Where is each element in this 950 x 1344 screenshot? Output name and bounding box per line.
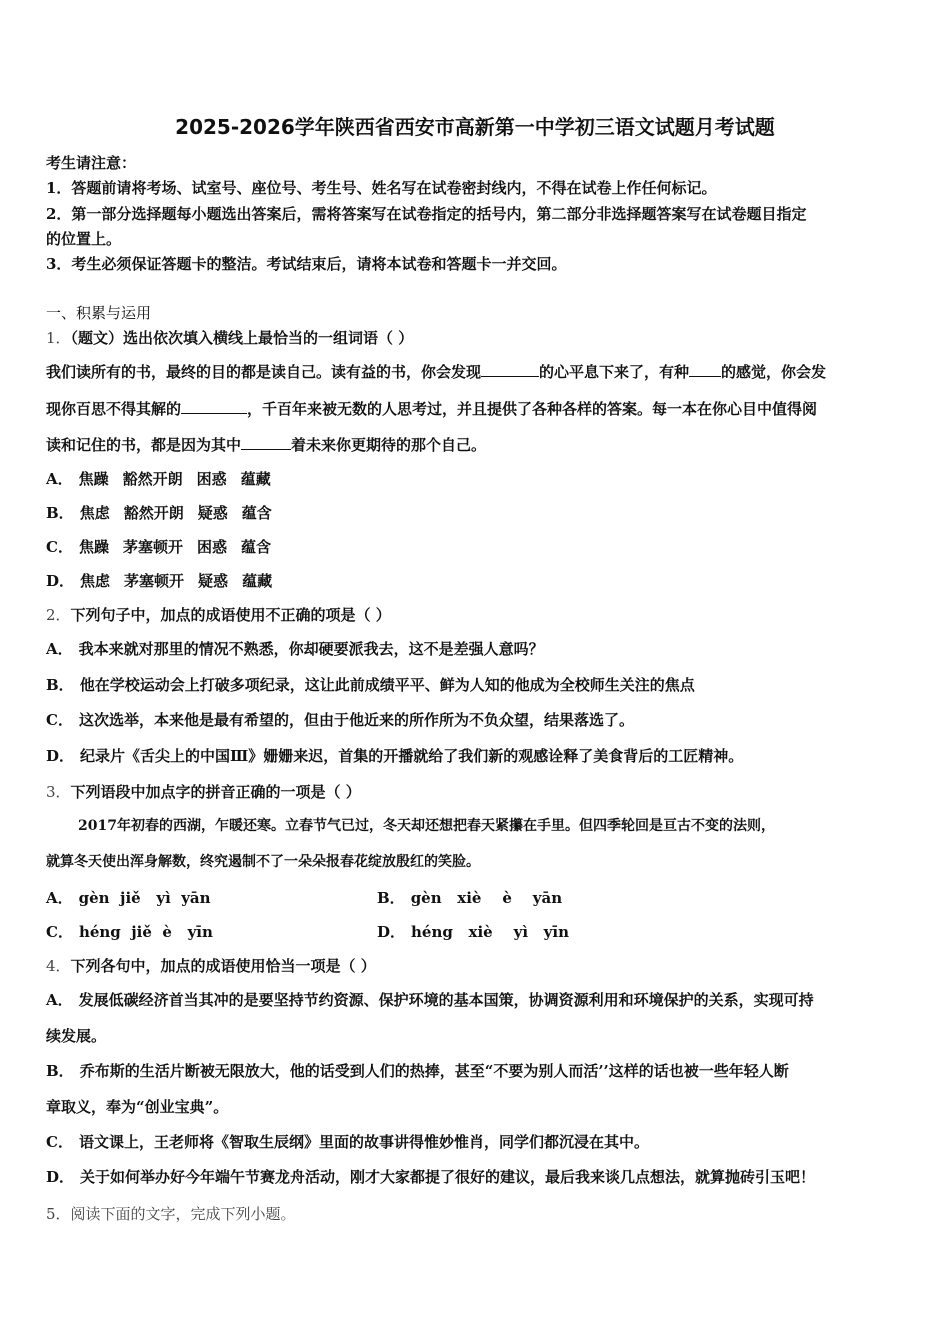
answer-blank <box>241 435 291 450</box>
question-number: 2． <box>46 606 71 624</box>
question-2-option-a[interactable] <box>46 638 544 659</box>
option-label: A． <box>46 470 73 488</box>
option-text-continued: 章取义，奉为“创业宝典”。 <box>46 1098 229 1116</box>
answer-blank <box>689 362 721 377</box>
option-word: 焦虑 <box>79 504 110 522</box>
question-3-option-b[interactable] <box>377 887 562 908</box>
question-4-option-b[interactable] <box>46 1060 789 1081</box>
option-word: 困惑 <box>196 538 227 556</box>
option-label: D． <box>46 572 75 590</box>
question-1-option-c[interactable] <box>46 536 271 557</box>
question-2-stem <box>46 604 391 625</box>
option-word: 豁然开朗 <box>123 504 184 522</box>
question-1-option-a[interactable] <box>46 468 271 489</box>
option-label: B． <box>46 676 74 694</box>
passage-text: ，千百年来被无数的人思考过，并且提供了各种各样的答案。每一本在你心目中值得阅 <box>247 400 818 418</box>
option-text: gèn jiě yì yān <box>78 889 211 907</box>
option-label: A． <box>46 991 73 1009</box>
question-5-stem <box>46 1203 296 1224</box>
option-label: C． <box>46 1133 73 1151</box>
option-label: C． <box>46 923 73 941</box>
option-word: 蕴含 <box>241 504 272 522</box>
option-word: 疑惑 <box>198 572 229 590</box>
section-heading: 一、积累与运用 <box>46 304 152 322</box>
question-text: 下列句子中，加点的成语使用不正确的项是（ ） <box>70 606 391 624</box>
option-text: héng jiě è yīn <box>78 923 213 941</box>
question-2-option-b[interactable] <box>46 674 695 695</box>
option-word: 困惑 <box>196 470 227 488</box>
option-text: gèn xiè è yān <box>410 889 563 907</box>
passage-text: 我们读所有的书，最终的目的都是读自己。读有益的书，你会发现 <box>46 363 482 381</box>
option-label: A． <box>46 889 73 907</box>
option-word: 蕴藏 <box>240 470 271 488</box>
question-text: 阅读下面的文字，完成下列小题。 <box>70 1205 296 1223</box>
option-word: 蕴藏 <box>242 572 273 590</box>
question-number: 4． <box>46 957 71 975</box>
option-text: 关于如何举办好今年端午节赛龙舟活动，刚才大家都提了很好的建议，最后我来谈几点想法，就算抛砖引玉吧！ <box>80 1168 816 1186</box>
question-4-option-a[interactable] <box>46 989 814 1010</box>
option-text: 语文课上，王老师将《智取生辰纲》里面的故事讲得惟妙惟肖，同学们都沉浸在其中。 <box>78 1133 649 1151</box>
question-text: 下列各句中，加点的成语使用恰当一项是（ ） <box>70 957 376 975</box>
question-3-option-c[interactable] <box>46 921 213 942</box>
question-1-option-d[interactable] <box>46 570 272 591</box>
option-text: 我本来就对那里的情况不熟悉，你却硬要派我去，这不是差强人意吗？ <box>78 640 544 658</box>
option-text: héng xiè yì yīn <box>411 923 569 941</box>
option-word: 疑惑 <box>197 504 228 522</box>
option-word: 焦躁 <box>78 470 109 488</box>
question-1-passage-line <box>46 361 826 382</box>
option-label: A． <box>46 640 73 658</box>
option-word: 豁然开朗 <box>122 470 183 488</box>
question-2-option-c[interactable] <box>46 709 634 730</box>
option-label: B． <box>46 1062 74 1080</box>
question-1-option-b[interactable] <box>46 502 272 523</box>
option-label: B． <box>46 504 74 522</box>
option-text-continued: 续发展。 <box>46 1027 107 1045</box>
notice-item: 1．答题前请将考场、试室号、座位号、考生号、姓名写在试卷密封线内，不得在试卷上作任何标记。 <box>46 179 717 197</box>
notice-item: 3．考生必须保证答题卡的整洁。考试结束后，请将本试卷和答题卡一并交回。 <box>46 255 567 273</box>
question-1-passage-line <box>46 434 486 455</box>
question-3-passage-line: 就算冬天使出浑身解数，终究遏制不了一朵朵报春花绽放殷红的笑脸。 <box>46 854 480 870</box>
option-label: C． <box>46 538 73 556</box>
passage-text: 的感觉，你会发 <box>721 363 827 381</box>
question-2-option-d[interactable] <box>46 745 743 766</box>
passage-text: 着未来你更期待的那个自己。 <box>291 436 487 454</box>
question-4-stem <box>46 955 376 976</box>
option-label: D． <box>46 1168 75 1186</box>
question-3-passage-line: 2017年初春的西湖，乍暖还寒。立春节气已过，冬天却还想把春天紧攥在手里。但四季轮回是亘古不变的法则， <box>78 818 775 834</box>
question-3-stem <box>46 781 361 802</box>
passage-text: 现你百思不得其解的 <box>46 400 182 418</box>
option-word: 焦虑 <box>80 572 111 590</box>
option-label: D． <box>377 923 406 941</box>
option-text: 他在学校运动会上打破多项纪录，这让此前成绩平平、鲜为人知的他成为全校师生关注的焦点 <box>79 676 695 694</box>
question-4-option-c[interactable] <box>46 1131 649 1152</box>
option-word: 焦躁 <box>78 538 109 556</box>
question-3-option-d[interactable] <box>377 921 569 942</box>
question-1-stem <box>46 327 413 348</box>
notice-item: 的位置上。 <box>46 230 122 248</box>
option-word: 茅塞顿开 <box>124 572 185 590</box>
option-label: B． <box>377 889 405 907</box>
question-3-option-a[interactable] <box>46 887 211 908</box>
question-text: 下列语段中加点字的拼音正确的一项是（ ） <box>70 783 361 801</box>
passage-text: 的心平息下来了，有种 <box>539 363 690 381</box>
answer-blank <box>181 399 247 414</box>
notice-heading: 考生请注意： <box>46 154 137 172</box>
passage-text: 读和记住的书，都是因为其中 <box>46 436 242 454</box>
question-4-option-d[interactable] <box>46 1166 815 1187</box>
option-text: 纪录片《舌尖上的中国Ⅲ》姗姗来迟，首集的开播就给了我们新的观感诠释了美食背后的工匠精神。 <box>80 747 744 765</box>
option-label: D． <box>46 747 75 765</box>
option-text: 乔布斯的生活片断被无限放大，他的话受到人们的热捧，甚至“不要为别人而活’’这样的话也被一些年轻人断 <box>79 1062 789 1080</box>
question-number: 3． <box>46 783 71 801</box>
option-label: C． <box>46 711 73 729</box>
option-word: 蕴含 <box>241 538 272 556</box>
option-text: 这次选举，本来他是最有希望的，但由于他近来的所作所为不负众望，结果落选了。 <box>78 711 634 729</box>
answer-blank <box>481 362 539 377</box>
question-text: （题文）选出依次填入横线上最恰当的一组词语（ ） <box>70 329 414 347</box>
notice-item: 2．第一部分选择题每小题选出答案后，需将答案写在试卷指定的括号内，第二部分非选择题答案写在试卷题目指定 <box>46 205 807 223</box>
page-title: 2025-2026学年陕西省西安市高新第一中学初三语文试题月考试题 <box>175 115 775 139</box>
option-word: 茅塞顿开 <box>122 538 183 556</box>
question-number: 1． <box>46 329 71 347</box>
question-number: 5． <box>46 1205 71 1223</box>
question-1-passage-line <box>46 398 817 419</box>
option-text: 发展低碳经济首当其冲的是要坚持节约资源、保护环境的基本国策，协调资源利用和环境保护的关系，实现可持 <box>78 991 814 1009</box>
